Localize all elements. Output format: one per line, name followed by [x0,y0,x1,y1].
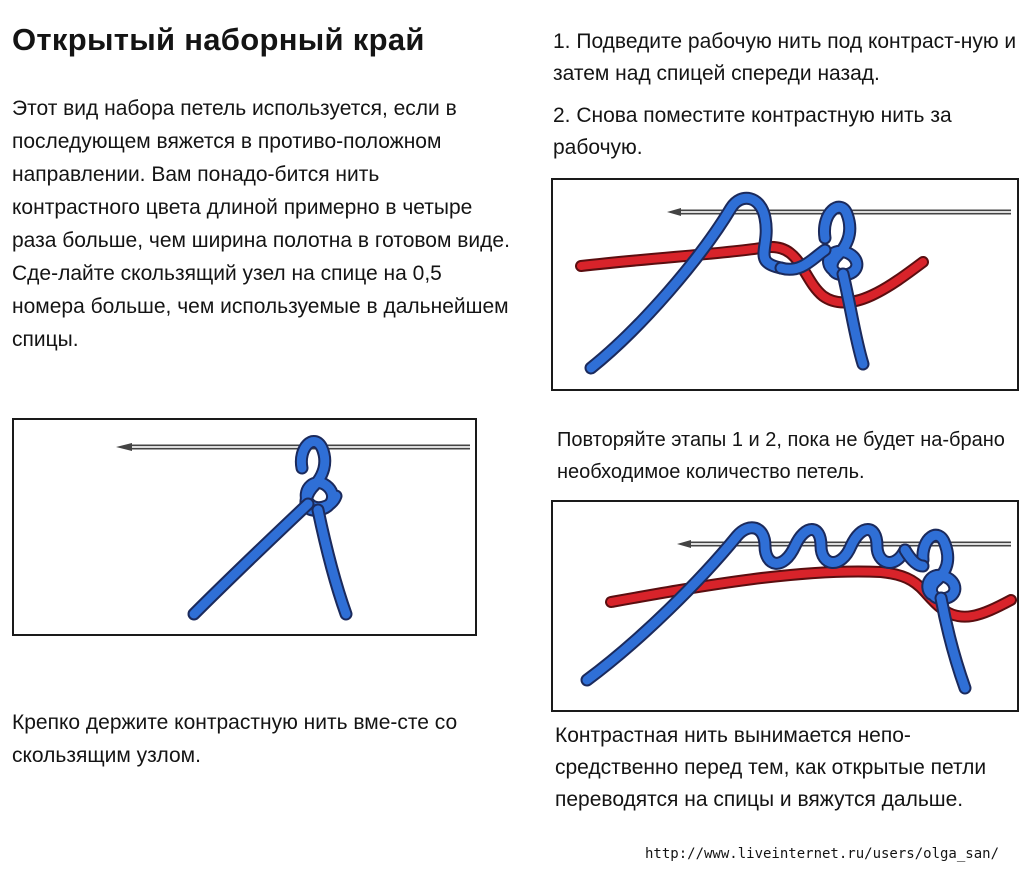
step-1-text: 1. Подведите рабочую нить под контраст-ную и затем над спицей спереди назад. [553,30,1017,85]
intro-paragraph: Этот вид набора петель используется, если в последующем вяжется в противо-положном направлении. Вам понадо-бится нить контрастного цвета длиной примерно в четыре раза больше, чем ширина полотна в готовом виде. Сде-лайте скользящий узел на спице на 0,5 номера больше, чем используемые в дальнейшем спицы. [12,97,510,351]
source-url: http://www.liveinternet.ru/users/olga_san/ [645,846,1000,862]
repeat-instruction: Повторяйте этапы 1 и 2, пока не будет на-брано необходимое количество петель. [557,429,1005,483]
slip-knot-illustration [12,418,477,636]
page-title: Открытый наборный край [12,22,425,57]
hold-instruction: Крепко держите контрастную нить вме-сте со скользящим узлом. [12,711,458,767]
remove-instruction: Контрастная нить вынимается непо-средственно перед тем, как открытые петли переводятся на спицы и вяжутся дальше. [555,724,987,811]
step-1-2-illustration [551,178,1019,391]
cast-on-loops-illustration [551,500,1019,712]
step-2-text: 2. Снова поместите контрастную нить за рабочую. [553,104,952,159]
